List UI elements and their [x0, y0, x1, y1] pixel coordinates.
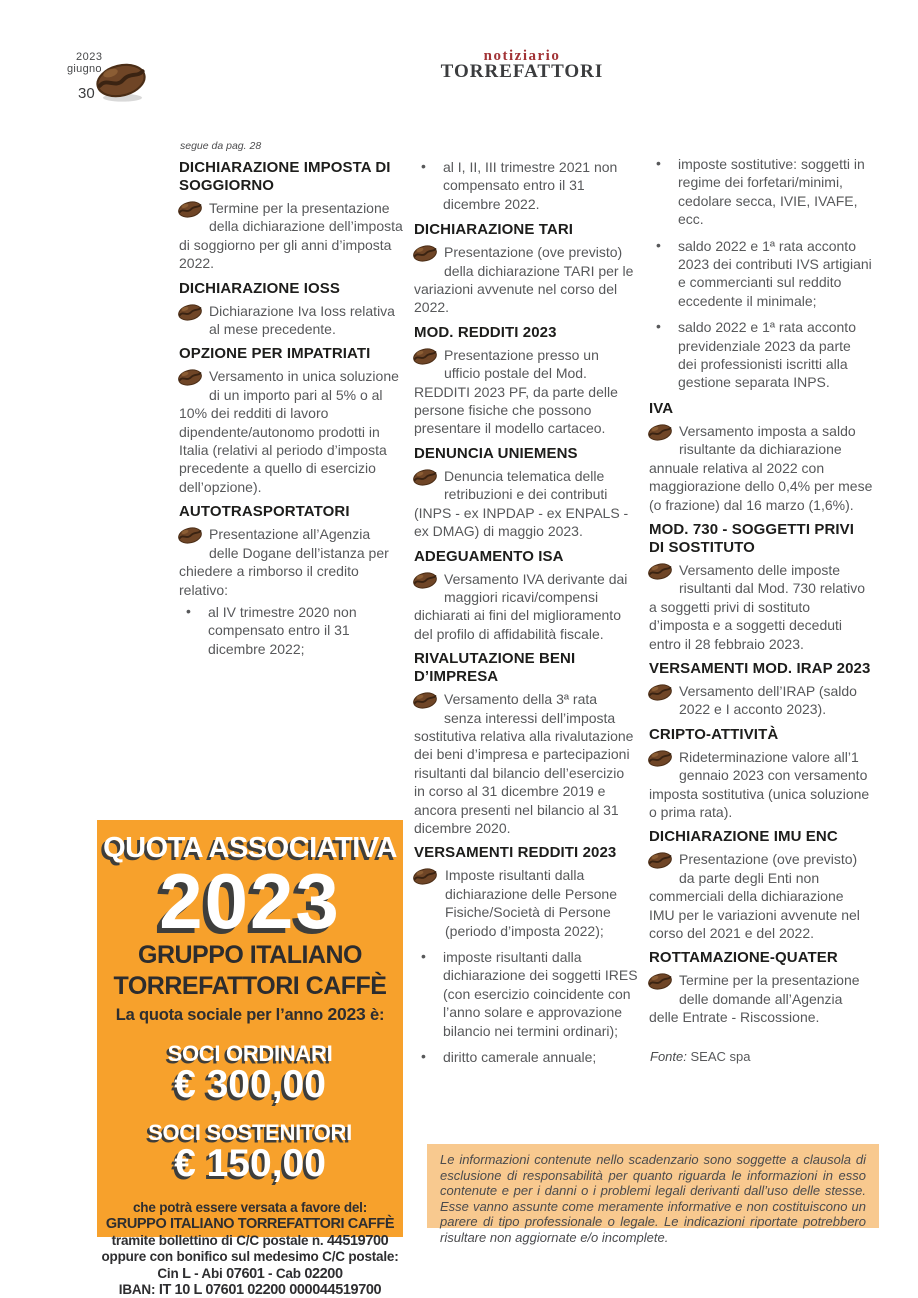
section-heading: IVA	[649, 399, 674, 417]
column-1	[179, 140, 403, 666]
bullet-dot-icon: •	[186, 602, 191, 619]
coffee-bean-icon	[647, 683, 673, 702]
section-heading: DICHIARAZIONE TARI	[414, 221, 574, 239]
deadline-paragraph	[649, 422, 873, 514]
ad-payment-info	[97, 1200, 403, 1298]
list-item-text: al I, II, III trimestre 2021 non compensato entro il 31 dicembre 2022.	[443, 159, 618, 212]
section-heading: DICHIARAZIONE IOSS	[179, 279, 340, 297]
ad-cab-value: 02200	[304, 1265, 343, 1282]
page-number: 30	[78, 85, 95, 102]
deadline-paragraph	[414, 467, 638, 541]
paragraph-text: Presentazione all’Agenzia delle Dogane dell’istanza per chiedere a rimborso il credito relativo:	[179, 526, 389, 598]
paragraph-text: Versamento IVA derivante dai maggiori ricavi/compensi dichiarati ai fini del miglioramento del profilo di affidabilità fiscale.	[414, 570, 628, 642]
ad-subtitle-pre: La quota sociale per l’anno	[115, 1006, 328, 1024]
coffee-bean-icon	[647, 562, 673, 581]
list-item	[649, 155, 873, 229]
bullet-dot-icon: •	[656, 236, 661, 253]
ad-pay-line5	[97, 1266, 403, 1282]
coffee-bean-icon	[647, 423, 673, 442]
paragraph-text: Termine per la presentazione delle domande all’Agenzia delle Entrate - Riscossione.	[649, 972, 860, 1026]
section-heading: VERSAMENTI REDDITI 2023	[414, 844, 617, 862]
list-item-text: imposte risultanti dalla dichiarazione dei soggetti IRES (con esercizio coincidente con l’anno solare e approvazione bilancio nei termini ordinari);	[443, 949, 638, 1039]
bullet-dot-icon: •	[656, 318, 661, 335]
paragraph-text: Presentazione (ove previsto) da parte degli Enti non commerciali della dichiarazione IMU per le variazioni avvenute nel corso del 2021 e del 2022.	[649, 851, 860, 941]
deadline-paragraph	[414, 243, 638, 317]
ad-tier1-label: SOCI ORDINARI	[167, 1041, 333, 1066]
bullet-dot-icon: •	[421, 1048, 426, 1065]
list-item	[649, 237, 873, 311]
ad-tier2-label: SOCI SOSTENITORI	[148, 1120, 352, 1145]
coffee-bean-icon	[412, 244, 438, 263]
deadline-paragraph	[649, 682, 873, 719]
source-value: SEAC spa	[686, 1049, 751, 1064]
ad-org-line1: GRUPPO ITALIANO	[138, 941, 362, 969]
column-3	[649, 153, 873, 1031]
deadline-paragraph	[649, 850, 873, 942]
paragraph-text: Termine per la presentazione della dichiarazione dell’imposta di soggiorno per gli anni d’imposta 2022.	[179, 200, 403, 272]
disclaimer-text: Le informazioni contenute nello scadenzario sono soggette a clausola di esclusione di responsabilità per quanto riguarda le informazioni in esso contenute e per i danni o i problemi legali derivanti dall’uso delle stesse. Esse vanno assunte come meramente informative e non costituiscono un parere di tipo professionale o legale. Le indicazioni riportate potrebbero risultare non aggiornate e/o incomplete.	[440, 1152, 866, 1245]
section-heading: CRIPTO-ATTIVITÀ	[649, 725, 779, 743]
list-item-text: saldo 2022 e 1ª rata acconto previdenziale 2023 da parte dei professionisti iscritti alla gestione separata INPS.	[678, 319, 856, 391]
paragraph-text: Presentazione presso un ufficio postale del Mod. REDDITI 2023 PF, da parte delle persone fisiche che possono presentare il modello cartaceo.	[414, 346, 618, 437]
list-item	[414, 948, 638, 1040]
coffee-bean-icon	[177, 303, 203, 322]
paragraph-text: Dichiarazione Iva Ioss relativa al mese precedente.	[209, 302, 395, 338]
ad-cin-label: Cin	[157, 1265, 183, 1281]
ad-pay-line4: oppure con bonifico sul medesimo C/C postale:	[101, 1249, 399, 1265]
section-heading: ADEGUAMENTO ISA	[414, 547, 564, 565]
deadline-paragraph	[179, 367, 403, 496]
deadline-paragraph	[179, 199, 403, 273]
disclaimer-panel	[427, 1144, 879, 1245]
ad-subtitle	[97, 1004, 403, 1025]
paragraph-text: Versamento dell’IRAP (saldo 2022 e I acconto 2023).	[679, 682, 857, 718]
coffee-bean-icon	[177, 200, 203, 219]
ad-iban-label: IBAN:	[118, 1282, 159, 1298]
coffee-bean-icon	[412, 571, 438, 590]
continuation-note: segue da pag. 28	[180, 140, 262, 152]
masthead-logo	[427, 49, 617, 80]
section-heading: MOD. REDDITI 2023	[414, 323, 557, 341]
deadline-paragraph	[414, 570, 638, 644]
ad-title: QUOTA ASSOCIATIVA	[103, 832, 397, 864]
paragraph-text: Versamento imposta a saldo risultante da dichiarazione annuale relativa al 2022 con maggiorazione dello 0,4% per mese (o frazione) dal 16 marzo (1,6%).	[649, 422, 873, 513]
ad-iban-value: IT 10 L 07601 02200 000044519700	[158, 1282, 382, 1298]
section-heading: DICHIARAZIONE IMU ENC	[649, 828, 838, 846]
deadline-paragraph	[414, 690, 638, 837]
ad-cab-label: - Cab	[264, 1265, 305, 1281]
bullet-dot-icon: •	[421, 158, 426, 174]
list-item	[414, 158, 638, 213]
coffee-bean-icon	[412, 347, 438, 366]
bullet-dot-icon: •	[421, 948, 426, 964]
paragraph-text: Versamento della 3ª rata senza interessi dell’imposta sostitutiva relativa alla rivalutazione dei beni d’impresa e partecipazioni risultanti dal bilancio dell’esercizio in corso al 31 dicembre 2019 e ancora presenti nel bilancio al 31 dicembre 2020.	[414, 691, 634, 836]
section-heading: RIVALUTAZIONE BENI D’IMPRESA	[414, 650, 576, 686]
ad-cc-number: 44519700	[327, 1232, 389, 1249]
coffee-bean-icon	[412, 867, 438, 886]
list-item-text: imposte sostitutive: soggetti in regime dei forfetari/minimi, cedolare secca, IVIE, IVAFE, ecc.	[678, 156, 865, 228]
ad-org-line2: TORREFATTORI CAFFÈ	[113, 972, 387, 1000]
section-heading: AUTOTRASPORTATORI	[179, 503, 350, 521]
ad-year: 2023	[159, 857, 341, 945]
list-item	[179, 603, 403, 658]
membership-fee-ad	[97, 820, 403, 1298]
coffee-bean-icon	[647, 972, 673, 991]
paragraph-text: Denuncia telematica delle retribuzioni e dei contributi (INPS - ex INPDAP - ex ENPALS - ex DMAG) di maggio 2023.	[414, 467, 629, 540]
paragraph-text: Versamento in unica soluzione di un importo pari al 5% o al 10% dei redditi di lavoro dipendente/autonomo prodotti in Italia (relativi al periodo d’imposta precedente a quello di esercizio dell’opzione).	[179, 368, 399, 495]
coffee-bean-icon	[647, 851, 673, 870]
ad-tier1-amount: € 300,00	[174, 1063, 326, 1106]
list-item	[414, 1048, 638, 1066]
section-heading: DENUNCIA UNIEMENS	[414, 444, 578, 462]
coffee-bean-icon	[412, 468, 438, 487]
coffee-bean-icon	[412, 691, 438, 710]
ad-tier2-amount: € 150,00	[174, 1142, 326, 1185]
deadline-paragraph	[649, 748, 873, 822]
masthead-notiziario: notiziario	[483, 48, 561, 64]
deadline-paragraph	[649, 561, 873, 653]
list-item	[649, 318, 873, 392]
bullet-dot-icon: •	[656, 155, 661, 171]
section-heading: MOD. 730 - SOGGETTI PRIVI DI SOSTITUTO	[649, 520, 855, 556]
section-heading: DICHIARAZIONE IMPOSTA DI SOGGIORNO	[179, 159, 391, 194]
ad-cc-label: tramite bollettino di C/C postale n.	[111, 1232, 328, 1248]
issue-month: giugno	[67, 63, 102, 75]
list-item-text: Imposte risultanti dalla dichiarazione delle Persone Fisiche/Società di Persone (periodo d’imposta 2022);	[445, 867, 617, 939]
deadline-paragraph	[649, 971, 873, 1026]
ad-abi-label: - Abi	[190, 1265, 227, 1281]
ad-pay-line2: GRUPPO ITALIANO TORREFATTORI CAFFÈ	[105, 1216, 395, 1233]
section-heading: ROTTAMAZIONE-QUATER	[649, 949, 838, 967]
ad-abi-value: 07601	[226, 1265, 265, 1282]
source-label: Fonte:	[650, 1049, 687, 1064]
coffee-bean-icon	[647, 749, 673, 768]
masthead-torrefattori: TORREFATTORI	[440, 61, 604, 82]
paragraph-text: Presentazione (ove previsto) della dichiarazione TARI per le variazioni avvenute nel corso del 2022.	[414, 244, 634, 316]
ad-cin-value: L	[182, 1265, 191, 1282]
coffee-bean-logo	[94, 61, 148, 103]
section-heading: OPZIONE PER IMPATRIATI	[179, 345, 371, 363]
ad-iban-line	[97, 1282, 403, 1298]
list-item-text: saldo 2022 e 1ª rata acconto 2023 dei contributi IVS artigiani e commercianti sul reddito eccedente il minimale;	[678, 237, 872, 309]
paragraph-text: Rideterminazione valore all’1 gennaio 2023 con versamento imposta sostitutiva (unica soluzione o prima rata).	[649, 748, 870, 820]
list-item-text: diritto camerale annuale;	[443, 1049, 597, 1066]
coffee-bean-icon	[177, 368, 203, 387]
issue-year: 2023	[76, 51, 103, 63]
ad-subtitle-year: 2023	[327, 1004, 366, 1024]
deadline-paragraph	[414, 346, 638, 438]
list-item-text: al IV trimestre 2020 non compensato entro il 31 dicembre 2022;	[208, 603, 357, 657]
deadline-list-item	[414, 866, 638, 940]
ad-subtitle-post: è:	[365, 1006, 385, 1024]
column-2	[414, 156, 638, 1074]
source-credit	[650, 1049, 750, 1064]
paragraph-text: Versamento delle imposte risultanti dal Mod. 730 relativo a soggetti privi di sostituto d’imposta e a soggetti deceduti entro il 28 febbraio 2023.	[649, 561, 865, 652]
ad-pay-line1: che potrà essere versata a favore del:	[132, 1200, 368, 1215]
deadline-paragraph	[179, 302, 403, 339]
ad-pay-line3	[97, 1233, 403, 1249]
deadline-paragraph	[179, 525, 403, 599]
coffee-bean-icon	[177, 526, 203, 545]
section-heading: VERSAMENTI MOD. IRAP 2023	[649, 659, 871, 677]
